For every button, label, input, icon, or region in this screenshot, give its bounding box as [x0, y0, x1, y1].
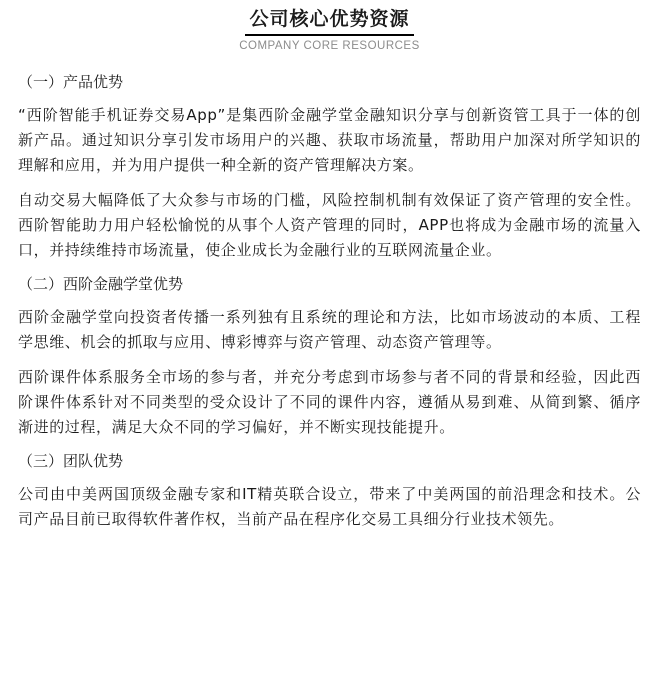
section-academy-advantage: [18, 273, 641, 440]
section-heading: （三）团队优势: [18, 452, 124, 470]
document-header: [18, 0, 641, 53]
paragraph: 西阶课件体系服务全市场的参与者，并充分考虑到市场参与者不同的背景和经验，因此西阶课件体系针对不同类型的受众设计了不同的课件内容，遵循从易到难、从简到繁、循序渐进的过程，满足大众不同的学习偏好，并不断实现技能提升。: [18, 368, 641, 436]
section-product-advantage: [18, 71, 641, 263]
page-title: 公司核心优势资源: [245, 6, 413, 36]
section-heading: （二）西阶金融学堂优势: [18, 275, 184, 293]
paragraph: 公司由中美两国顶级金融专家和IT精英联合设立，带来了中美两国的前沿理念和技术。公司产品目前已取得软件著作权，当前产品在程序化交易工具细分行业技术领先。: [18, 485, 641, 528]
paragraph: 西阶金融学堂向投资者传播一系列独有且系统的理论和方法，比如市场波动的本质、工程学思维、机会的抓取与应用、博彩博弈与资产管理、动态资产管理等。: [18, 308, 641, 351]
section-team-advantage: [18, 450, 641, 532]
paragraph: “西阶智能手机证券交易App”是集西阶金融学堂金融知识分享与创新资管工具于一体的创新产品。通过知识分享引发市场用户的兴趣、获取市场流量，帮助用户加深对所学知识的理解和应用，并为用户提供一种全新的资产管理解决方案。: [18, 106, 641, 174]
section-heading: （一）产品优势: [18, 73, 124, 91]
paragraph: 自动交易大幅降低了大众参与市场的门槛，风险控制机制有效保证了资产管理的安全性。西阶智能助力用户轻松愉悦的从事个人资产管理的同时，APP也将成为金融市场的流量入口，并持续维持市场流量，使企业成长为金融行业的互联网流量企业。: [18, 191, 641, 259]
page-subtitle: COMPANY CORE RESOURCES: [239, 40, 420, 52]
document-body: [18, 71, 641, 532]
